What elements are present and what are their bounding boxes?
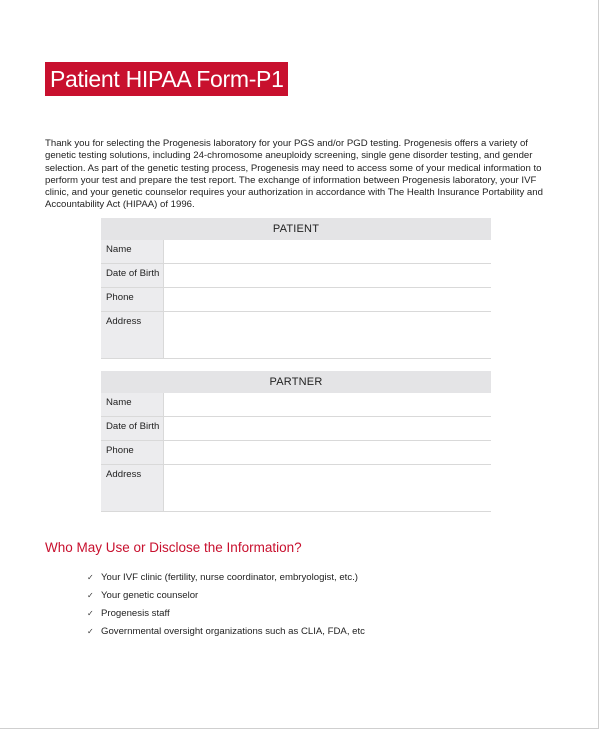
check-icon: ✓ [87, 591, 94, 600]
partner-name-row [101, 393, 491, 417]
patient-table-heading: PATIENT [101, 218, 491, 240]
page-title: Patient HIPAA Form-P1 [45, 62, 288, 96]
patient-name-row [101, 240, 491, 264]
partner-address-row [101, 465, 491, 512]
patient-phone-field[interactable] [163, 288, 491, 311]
list-item [87, 572, 365, 590]
patient-dob-field[interactable] [163, 264, 491, 287]
patient-name-label: Name [101, 240, 163, 263]
partner-name-field[interactable] [163, 393, 491, 416]
partner-name-label: Name [101, 393, 163, 416]
partner-table [101, 371, 491, 512]
check-icon: ✓ [87, 627, 94, 636]
check-icon: ✓ [87, 573, 94, 582]
patient-dob-row [101, 264, 491, 288]
list-item-text: Your genetic counselor [101, 590, 199, 601]
partner-phone-field[interactable] [163, 441, 491, 464]
partner-dob-label: Date of Birth [101, 417, 163, 440]
partner-address-field[interactable] [163, 465, 491, 511]
list-item-text: Progenesis staff [101, 608, 170, 619]
check-icon: ✓ [87, 609, 94, 618]
partner-dob-row [101, 417, 491, 441]
partner-table-heading: PARTNER [101, 371, 491, 393]
patient-table [101, 218, 491, 359]
partner-address-label: Address [101, 465, 163, 511]
patient-address-row [101, 312, 491, 359]
partner-phone-label: Phone [101, 441, 163, 464]
intro-paragraph: Thank you for selecting the Progenesis laboratory for your PGS and/or PGD testing. Progenesis offers a variety of genetic testing solutions, including 24-chromosome aneuploidy screening, single gene disorder testing, and gender selection. As part of the genetic testing process, Progenesis may need to access some of your medical information to perform your test and prepare the test report. The exchange of information between Progenesis laboratory, your IVF clinic, and your genetic counselor requires your authorization in accordance with The Health Insurance Portability and Accountability Act (HIPAA) of 1996. [45, 138, 543, 211]
patient-address-label: Address [101, 312, 163, 358]
partner-phone-row [101, 441, 491, 465]
patient-phone-label: Phone [101, 288, 163, 311]
partner-dob-field[interactable] [163, 417, 491, 440]
list-item-text: Governmental oversight organizations such as CLIA, FDA, etc [101, 626, 365, 637]
patient-phone-row [101, 288, 491, 312]
list-item [87, 626, 365, 644]
list-item [87, 590, 365, 608]
disclosure-list [87, 572, 365, 644]
disclosure-heading: Who May Use or Disclose the Information? [45, 540, 302, 555]
patient-dob-label: Date of Birth [101, 264, 163, 287]
patient-name-field[interactable] [163, 240, 491, 263]
patient-address-field[interactable] [163, 312, 491, 358]
list-item [87, 608, 365, 626]
list-item-text: Your IVF clinic (fertility, nurse coordinator, embryologist, etc.) [101, 572, 358, 583]
